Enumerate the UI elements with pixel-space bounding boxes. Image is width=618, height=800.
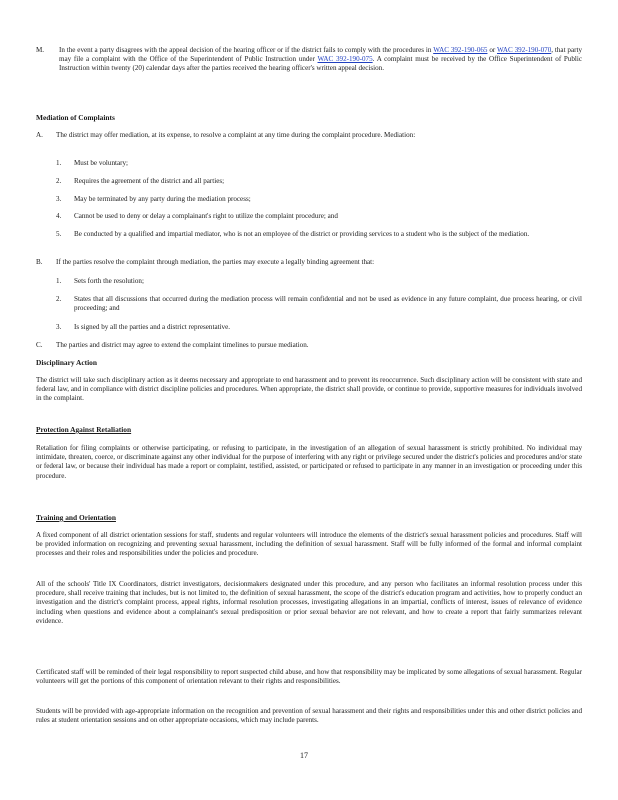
section-m-text-2: , that party may file a complaint with the Office of the Superintendent of Public Instruction under: [59, 46, 582, 64]
page-number: 17: [300, 751, 308, 760]
mediation-item-text: Must be voluntary;: [74, 159, 128, 167]
disciplinary-paragraph: The district will take such disciplinary action as it deems necessary and appropriate to end harassment and to prevent its reoccurrence. Such disciplinary action will be consistent with state and federal law, and in compliance with district discipline policies and procedures. When appropriate, the district shall provide, or continue to provide, supportive measures for individuals involved in the complaint.: [36, 376, 582, 403]
section-m-paragraph: [59, 46, 582, 74]
mediation-item-number: 4.: [56, 212, 62, 220]
mediation-item-number: 5.: [56, 230, 62, 238]
agreement-item-text: Is signed by all the parties and a district representative.: [74, 323, 231, 331]
section-m-or: or: [487, 46, 497, 54]
mediation-a-label: A.: [36, 131, 43, 139]
mediation-c-label: C.: [36, 341, 43, 349]
mediation-item-number: 1.: [56, 159, 62, 167]
mediation-item-text: Cannot be used to deny or delay a complainant's right to utilize the complaint procedure; and: [74, 212, 338, 220]
mediation-item-text: Requires the agreement of the district and all parties;: [74, 177, 225, 185]
section-m-text-1: In the event a party disagrees with the appeal decision of the hearing officer or if the district fails to comply with the procedures in: [59, 46, 434, 54]
training-heading: Training and Orientation: [36, 513, 116, 522]
agreement-item-number: 1.: [56, 277, 62, 285]
section-m-text-3: . A complaint must be received by the Office Superintendent of Public Instruction within twenty (20) calendar days after the parties received the hearing officer's written appeal decision.: [59, 55, 583, 73]
mediation-item-number: 3.: [56, 195, 62, 203]
mediation-a-text: The district may offer mediation, at its expense, to resolve a complaint at any time during the complaint procedure. Mediation:: [56, 131, 416, 139]
wac-065-link[interactable]: WAC 392-190-065: [433, 46, 488, 54]
agreement-item-number: 2.: [56, 295, 62, 303]
section-m-label: M.: [36, 46, 45, 54]
mediation-heading: Mediation of Complaints: [36, 113, 115, 122]
mediation-b-text: If the parties resolve the complaint through mediation, the parties may execute a legally binding agreement that:: [56, 258, 375, 266]
mediation-item-text: Be conducted by a qualified and impartial mediator, who is not an employee of the district or providing services to a student who is the subject of the mediation.: [74, 230, 530, 238]
protection-paragraph: Retaliation for filing complaints or otherwise participating, or refusing to participate, in the investigation of an allegation of sexual harassment is strictly prohibited. No individual may intimidate, threaten, coerce, or discriminate against any other individual for the purpose of interfering with any right or privilege secured under the district's policies and procedures and/or state or federal law, or because their individual has made a report or complaint, testified, assisted, or participated or refused to participate in any manner in an investigation or proceeding under this procedure.: [36, 444, 582, 480]
training-paragraph-3: Certificated staff will be reminded of their legal responsibility to report suspected child abuse, and how that responsibility may be implicated by some allegations of sexual harassment. Regular volunteers will get the portions of this component of orientation relevant to their rights and responsibilities.: [36, 668, 582, 686]
training-paragraph-2: All of the schools' Title IX Coordinators, district investigators, decisionmakers designated under this procedure, and any person who facilitates an informal resolution process under this procedure, shall receive training that includes, but is not limited to, the definition of sexual harassment, the scope of the district's education program and activities, how to properly conduct an investigation and the district's complaint process, appeal rights, informal resolution processes, investigating allegations in an impartial, conflicts of interest, issues of relevance of evidence including when questions and evidence about a complainant's sexual predisposition or prior sexual behavior are not relevant, and how to create a report that fairly summarizes relevant evidence.: [36, 580, 582, 625]
mediation-b-label: B.: [36, 258, 43, 266]
agreement-item-number: 3.: [56, 323, 62, 331]
mediation-item-text: May be terminated by any party during the mediation process;: [74, 195, 251, 203]
disciplinary-heading: Disciplinary Action: [36, 358, 97, 367]
training-paragraph-4: Students will be provided with age-appropriate information on the recognition and prevention of sexual harassment and their rights and responsibilities under this and other district policies and rules at student orientation sessions and on other appropriate occasions, which may include parents.: [36, 707, 582, 725]
wac-070-link[interactable]: WAC 392-190-070: [496, 46, 552, 54]
mediation-item-number: 2.: [56, 177, 62, 185]
protection-heading: Protection Against Retaliation: [36, 425, 132, 434]
wac-075-link[interactable]: WAC 392-190-075: [317, 55, 373, 64]
agreement-item-text: States that all discussions that occurred during the mediation process will remain confidential and not be used as evidence in any future complaint, due process hearing, or civil proceeding; and: [74, 295, 582, 313]
training-paragraph-1: A fixed component of all district orientation sessions for staff, students and regular volunteers will introduce the elements of the district's sexual harassment policies and procedures. Staff will be provided information on recognizing and preventing sexual harassment, including the definition of sexual harassment. Staff will be fully informed of the formal and informal complaint processes and their roles and responsibilities under the policies and procedure.: [36, 531, 582, 558]
mediation-c-text: The parties and district may agree to extend the complaint timelines to pursue mediation.: [56, 341, 309, 349]
agreement-item-text: Sets forth the resolution;: [74, 277, 144, 285]
